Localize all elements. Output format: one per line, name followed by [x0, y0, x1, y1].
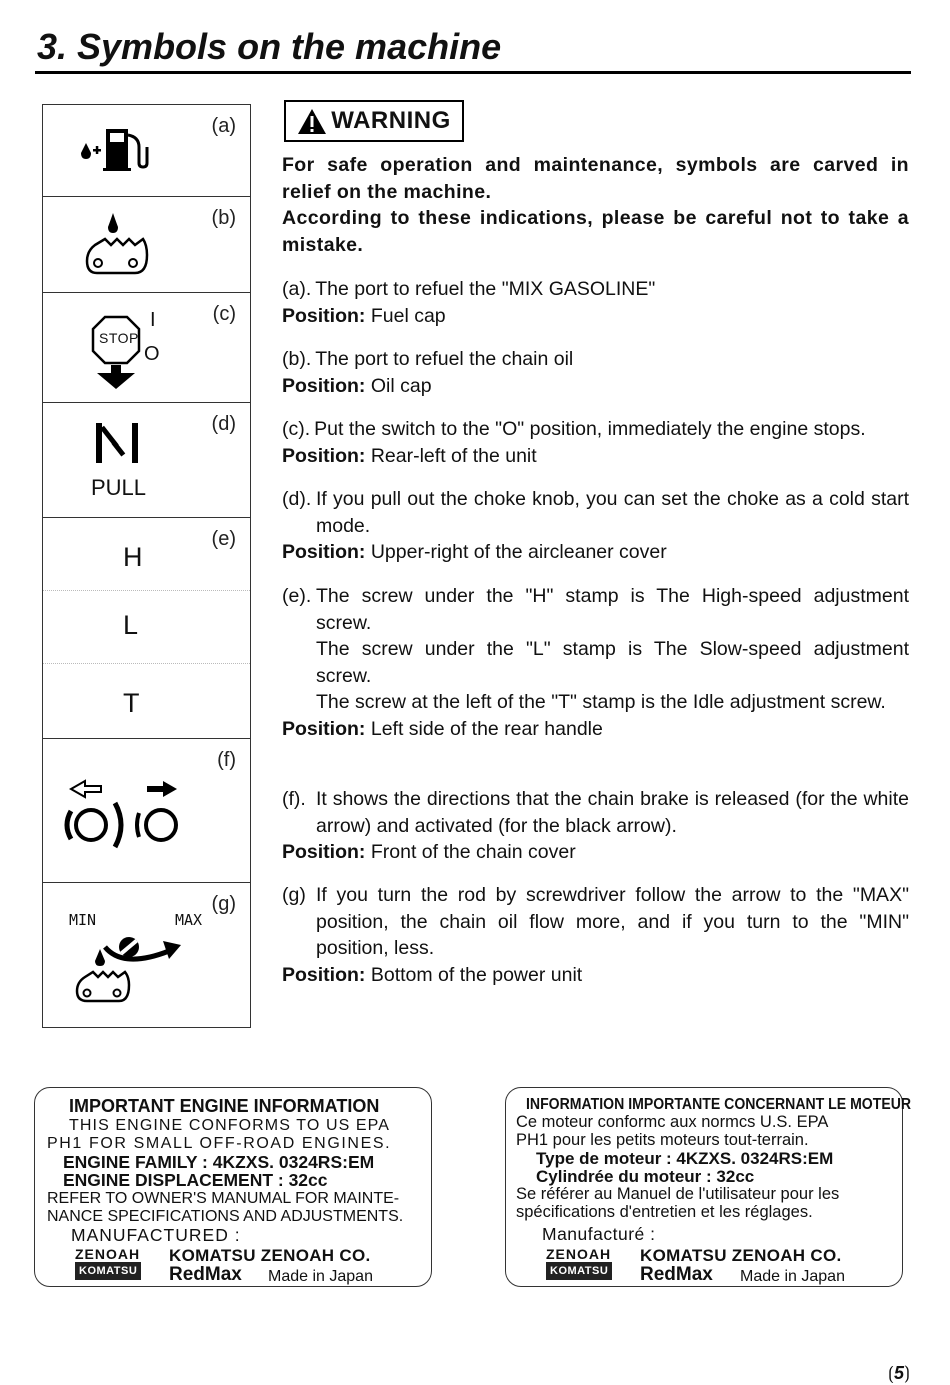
- entry-desc: The screw under the "H" stamp is The High-speed adjustment screw.: [316, 585, 909, 634]
- page-number: [888, 1363, 910, 1384]
- position-value: Rear-left of the unit: [370, 444, 537, 467]
- engine-label-english: [34, 1087, 432, 1287]
- symbol-cell-b: [43, 197, 250, 293]
- label-line: REFER TO OWNER'S MANUMAL FOR MAINTE-: [47, 1190, 400, 1207]
- komatsu-logo: KOMATSU: [546, 1262, 612, 1280]
- position-value: Left side of the rear handle: [370, 717, 603, 740]
- intro-line-1: For safe operation and maintenance, symbols are carved in relief on the machine.: [282, 154, 909, 203]
- engine-label-french: [505, 1087, 912, 1287]
- page-number-value: 5: [893, 1363, 904, 1383]
- title-rule: [35, 71, 911, 74]
- symbol-label-f: (f): [217, 749, 236, 771]
- position-value: Front of the chain cover: [370, 841, 576, 863]
- entry-key: (f).: [282, 788, 306, 810]
- pull-text: PULL: [91, 475, 147, 500]
- entry-desc: If you turn the rod by screwdriver follow the arrow to the "MAX" position, the chain oil flow more, and if you turn to the "MIN" position, less.: [316, 884, 909, 959]
- entry-key: (a).: [282, 278, 312, 300]
- symbol-cell-f: [43, 739, 250, 883]
- symbol-cell-g: [43, 883, 250, 1027]
- position-label: Position:: [282, 541, 366, 563]
- label-line: PH1 pour les petits moteurs tout-terrain.: [516, 1131, 809, 1149]
- symbol-cell-e: [43, 518, 250, 739]
- engine-type: Type de moteur : 4KZXS. 0324RS:EM: [536, 1149, 834, 1168]
- redmax-brand: RedMax: [169, 1264, 242, 1285]
- page-number-bracket: ⟮: [887, 1363, 894, 1383]
- entry-f: [282, 786, 909, 866]
- min-text: MIN: [69, 911, 97, 929]
- brand-logos: [75, 1246, 141, 1280]
- entry-c: [282, 416, 909, 469]
- entry-desc: If you pull out the choke knob, you can set the choke as a cold start mode.: [316, 488, 909, 537]
- page-number-bracket: ⟯: [904, 1363, 910, 1383]
- engine-family: ENGINE FAMILY : 4KZXS. 0324RS:EM: [63, 1152, 375, 1172]
- entry-desc: The port to refuel the "MIX GASOLINE": [315, 278, 656, 300]
- choke-icon: [94, 421, 144, 467]
- zenoah-logo: ZENOAH: [75, 1246, 141, 1262]
- label-line: Se référer au Manuel de l'utilisateur pour les: [516, 1185, 840, 1203]
- entry-key: (e).: [282, 585, 312, 607]
- position-value: Upper-right of the aircleaner cover: [370, 541, 667, 563]
- company-name: KOMATSU ZENOAH CO.: [640, 1246, 842, 1265]
- stop-text: STOP: [99, 330, 139, 346]
- entry-key: (c).: [282, 418, 311, 440]
- company-name: KOMATSU ZENOAH CO.: [169, 1246, 371, 1265]
- h-stamp: H: [123, 542, 143, 572]
- symbol-label-d: (d): [211, 413, 236, 435]
- divider: [43, 663, 250, 664]
- entry-desc: It shows the directions that the chain brake is released (for the white arrow) and activated (for the black arrow).: [316, 788, 909, 837]
- redmax-brand: RedMax: [640, 1264, 713, 1285]
- zenoah-logo: ZENOAH: [546, 1246, 612, 1262]
- chain-oil-icon: [83, 211, 153, 281]
- position-value: Fuel cap: [370, 304, 446, 327]
- symbol-cell-d: [43, 403, 250, 518]
- entry-key: (b).: [282, 348, 312, 370]
- divider: [43, 590, 250, 591]
- label-heading: IMPORTANT ENGINE INFORMATION: [69, 1096, 380, 1116]
- symbol-label-g: (g): [211, 893, 236, 915]
- entry-desc: The port to refuel the chain oil: [315, 348, 574, 370]
- symbol-cell-c: [43, 293, 250, 403]
- brand-logos: [546, 1246, 612, 1280]
- entry-desc: Put the switch to the "O" position, immediately the engine stops.: [314, 418, 866, 440]
- symbol-label-b: (b): [211, 207, 236, 229]
- oil-adjust-icon: [73, 925, 183, 1017]
- entry-b: [282, 346, 909, 399]
- warning-intro: [282, 152, 909, 258]
- komatsu-logo: KOMATSU: [75, 1262, 141, 1280]
- manufactured-label: Manufacturé :: [542, 1224, 656, 1244]
- made-in-japan: Made in Japan: [740, 1268, 845, 1285]
- symbol-table: [42, 104, 251, 1028]
- switch-off-text: O: [144, 343, 160, 365]
- label-heading: INFORMATION IMPORTANTE CONCERNANT LE MOTEUR: [526, 1096, 912, 1113]
- entry-key: (d).: [282, 488, 312, 510]
- entry-e: [282, 583, 909, 742]
- position-label: Position:: [282, 444, 366, 467]
- label-line: PH1 FOR SMALL OFF-ROAD ENGINES.: [47, 1135, 392, 1152]
- label-line: NANCE SPECIFICATIONS AND ADJUSTMENTS.: [47, 1208, 404, 1225]
- position-label: Position:: [282, 304, 366, 327]
- entry-key: (g): [282, 884, 306, 906]
- symbol-label-c: (c): [212, 303, 236, 325]
- entry-a: [282, 276, 909, 329]
- symbol-label-a: (a): [211, 115, 236, 137]
- label-line: THIS ENGINE CONFORMS TO US EPA: [69, 1117, 391, 1134]
- made-in-japan: Made in Japan: [268, 1268, 373, 1285]
- t-stamp: T: [123, 688, 140, 718]
- max-text: MAX: [175, 911, 203, 929]
- position-label: Position:: [282, 717, 366, 740]
- entry-g: [282, 882, 909, 988]
- label-line: Ce moteur conformc aux normcs U.S. EPA: [516, 1113, 829, 1131]
- intro-line-2: According to these indications, please be careful not to take a mistake.: [282, 207, 909, 256]
- chain-brake-icon: [61, 773, 185, 853]
- warning-triangle-icon: [297, 108, 327, 135]
- stop-switch-icon: [91, 315, 141, 391]
- symbol-cell-a: [43, 105, 250, 197]
- engine-displacement: Cylindrée du moteur : 32cc: [536, 1167, 755, 1186]
- position-value: Oil cap: [370, 374, 432, 397]
- fuel-pump-icon: [75, 123, 155, 173]
- page-title: 3. Symbols on the machine: [37, 26, 502, 67]
- switch-on-text: I: [150, 309, 156, 331]
- engine-displacement: ENGINE DISPLACEMENT : 32cc: [63, 1170, 328, 1190]
- position-value: Bottom of the power unit: [370, 963, 583, 986]
- l-stamp: L: [123, 610, 139, 640]
- position-label: Position:: [282, 841, 366, 863]
- entry-d: [282, 486, 909, 566]
- warning-box: [284, 100, 464, 142]
- manufactured-label: MANUFACTURED :: [71, 1225, 241, 1245]
- symbol-label-e: (e): [211, 528, 236, 550]
- position-label: Position:: [282, 374, 366, 397]
- position-label: Position:: [282, 963, 366, 986]
- label-line: spécifications d'entretien et les réglages.: [516, 1203, 813, 1221]
- warning-label: WARNING: [331, 107, 451, 134]
- entry-desc-3: The screw at the left of the "T" stamp is the Idle adjustment screw.: [316, 691, 886, 713]
- entry-desc-2: The screw under the "L" stamp is The Slow-speed adjustment screw.: [316, 638, 909, 687]
